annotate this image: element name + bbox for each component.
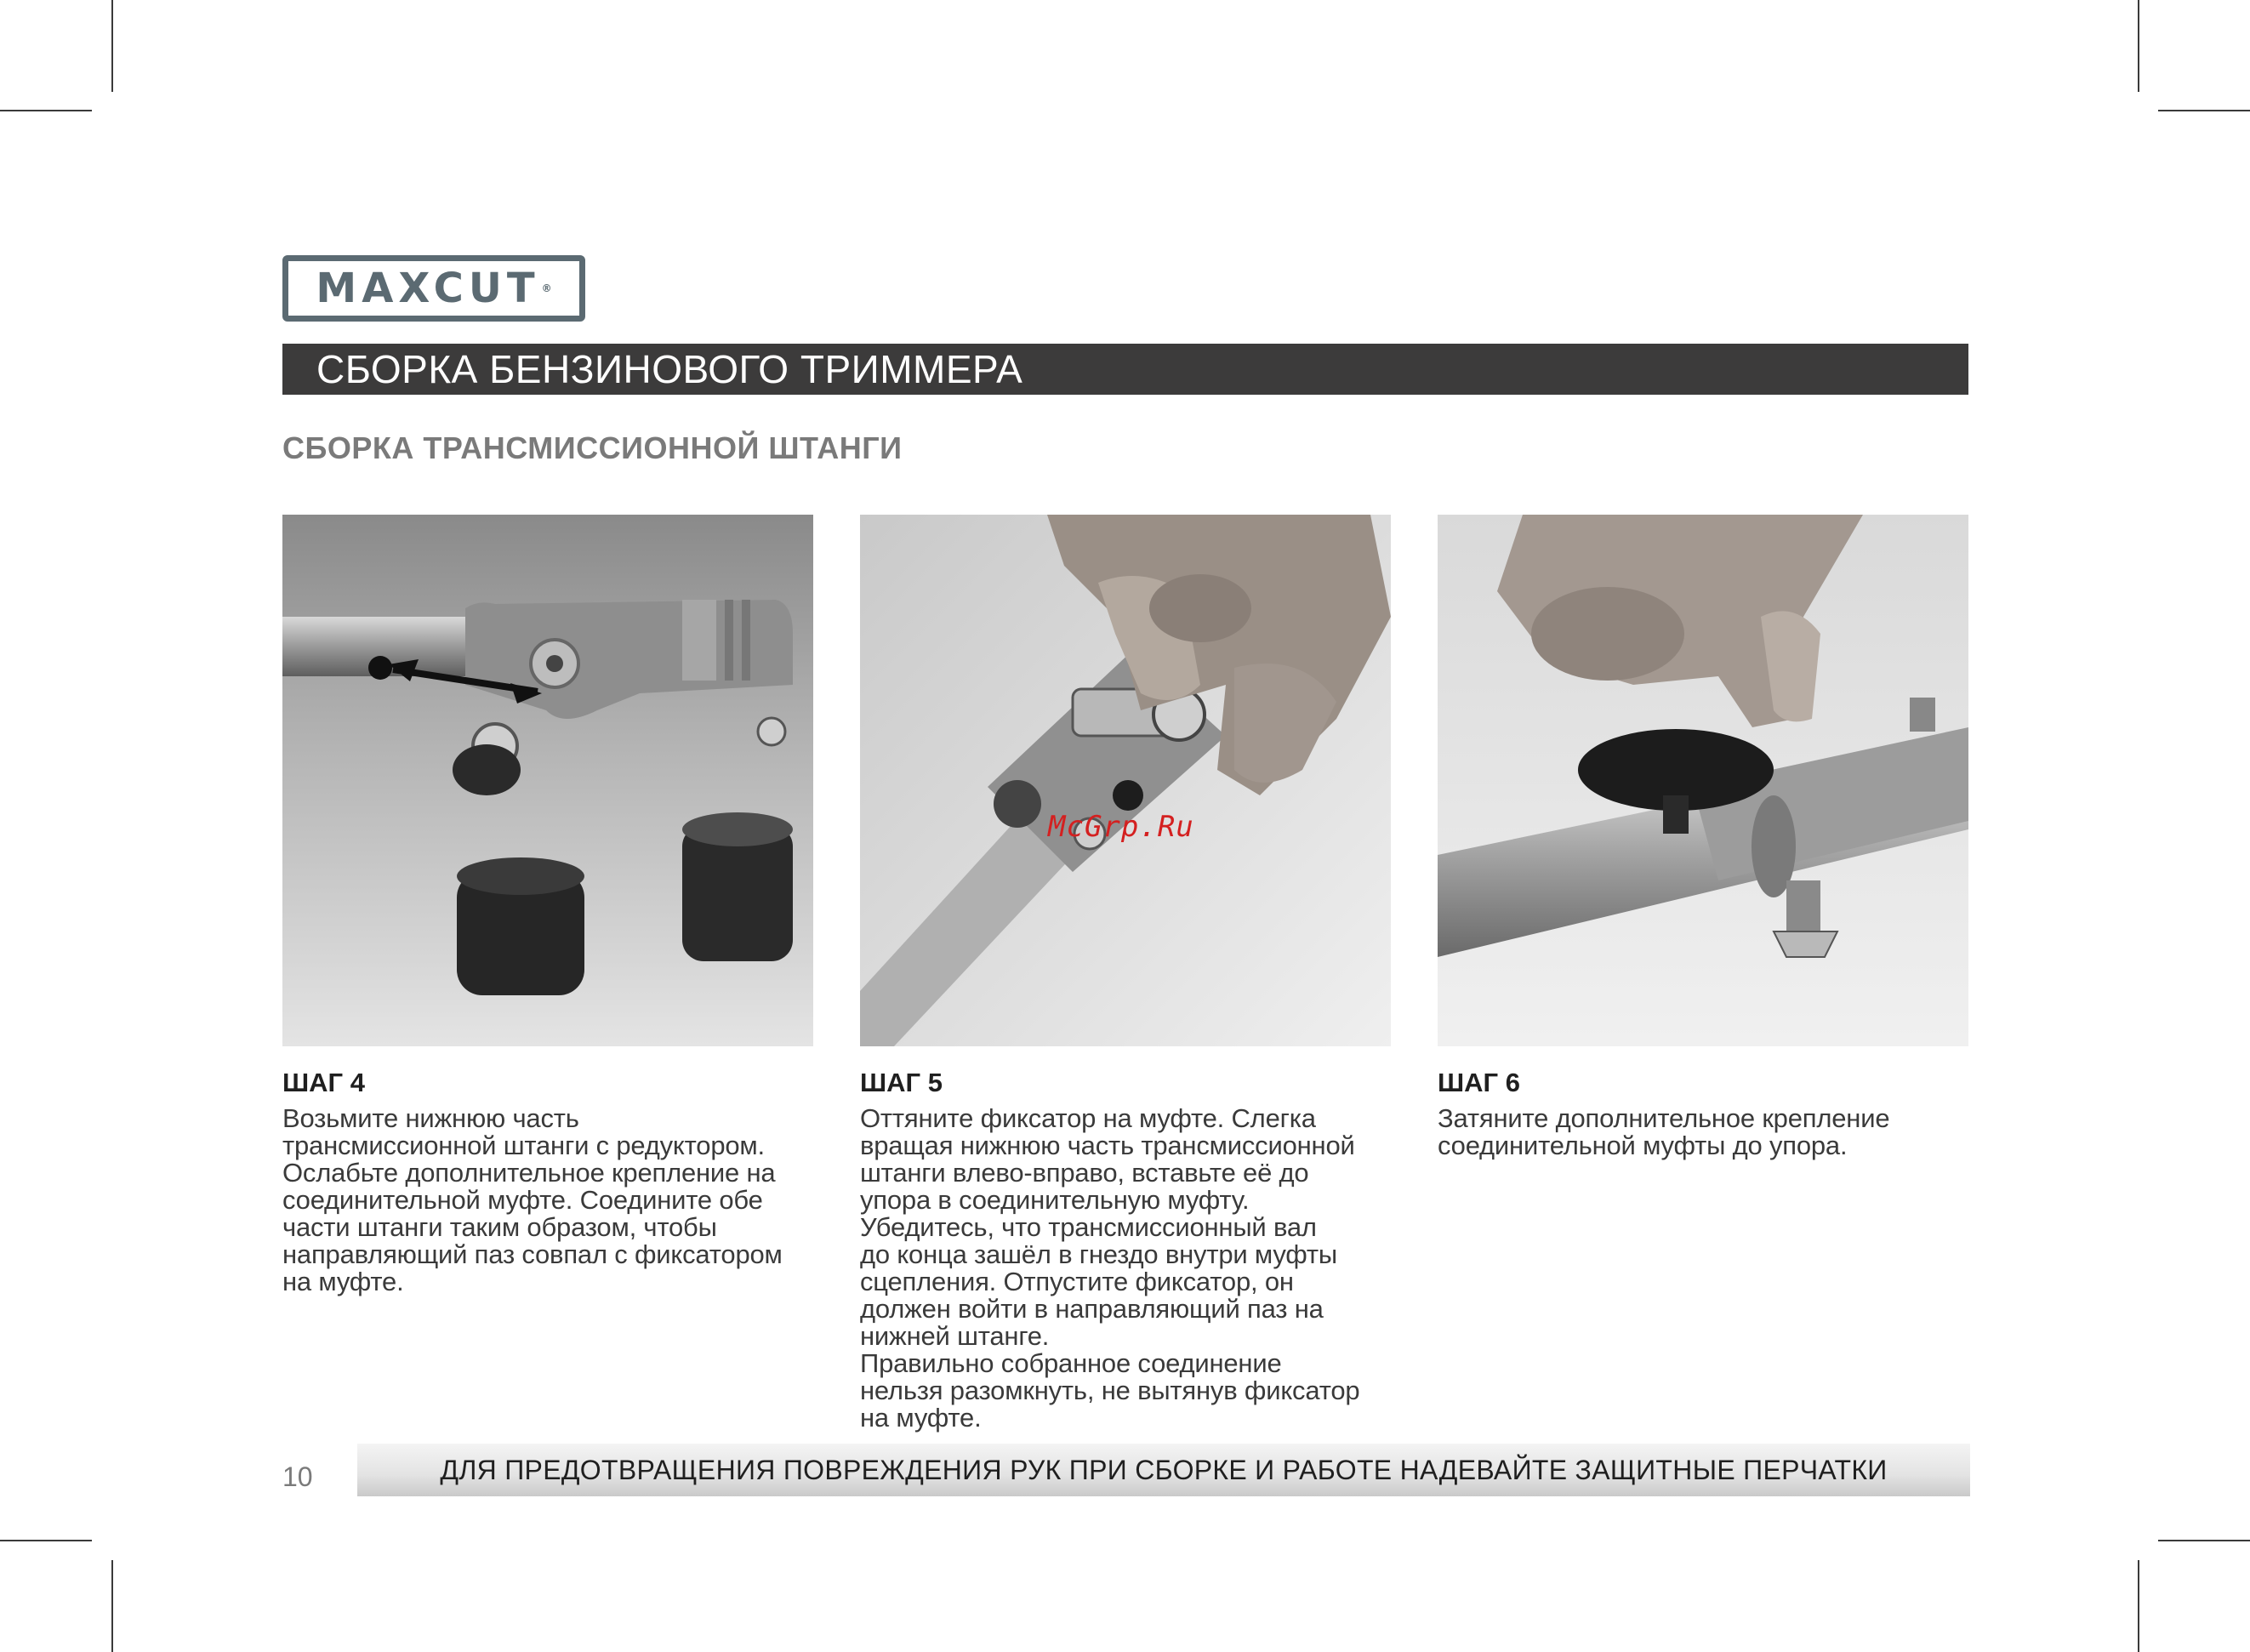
- crop-mark: [111, 1560, 113, 1652]
- brand-name: MAXCUT: [316, 265, 540, 312]
- step-4-photo: [282, 515, 813, 1046]
- crop-mark: [111, 0, 113, 92]
- page-number: 10: [282, 1461, 313, 1492]
- safety-warning: ДЛЯ ПРЕДОТВРАЩЕНИЯ ПОВРЕЖДЕНИЯ РУК ПРИ СБОРКЕ И РАБОТЕ НАДЕВАЙТЕ ЗАЩИТНЫЕ ПЕРЧАТКИ: [357, 1444, 1970, 1496]
- watermark: McGrp.Ru: [1048, 810, 1194, 844]
- step-6-text: Затяните дополнительное крепление соединительной муфты до упора.: [1438, 1103, 1890, 1160]
- crop-mark: [2158, 110, 2250, 111]
- section-title: СБОРКА ТРАНСМИССИОННОЙ ШТАНГИ: [282, 430, 903, 465]
- step-5-title: ШАГ 5: [860, 1068, 943, 1097]
- registered-mark: ®: [541, 282, 552, 294]
- page-title: СБОРКА БЕНЗИНОВОГО ТРИММЕРА: [282, 344, 1968, 395]
- step-4-title: ШАГ 4: [282, 1068, 365, 1097]
- step-6-photo: [1438, 515, 1968, 1046]
- brand-logo: [282, 255, 585, 322]
- crop-mark: [2138, 0, 2139, 92]
- step-6-title: ШАГ 6: [1438, 1068, 1520, 1097]
- crop-mark: [2138, 1560, 2139, 1652]
- crop-mark: [0, 1540, 92, 1541]
- crop-mark: [2158, 1540, 2250, 1541]
- step-5-text: Оттяните фиксатор на муфте. Слегка вращая нижнюю часть трансмиссионной штанги влево-вправо, вставьте её до упора в соединительную муфту. Убедитесь, что трансмиссионный вал до конца зашёл в гнездо внутри муфты сцепления. Отпустите фиксатор, он должен войти в направляющий паз на нижней штанге. Правильно собранное соединение нельзя разомкнуть, не вытянув фиксатор на муфте.: [860, 1103, 1360, 1433]
- step-5-photo: [860, 515, 1391, 1046]
- step-4-text: Возьмите нижнюю часть трансмиссионной штанги с редуктором. Ослабьте дополнительное крепление на соединительной муфте. Соедините обе части штанги таким образом, чтобы направляющий паз совпал с фиксатором на муфте.: [282, 1103, 783, 1296]
- crop-mark: [0, 110, 92, 111]
